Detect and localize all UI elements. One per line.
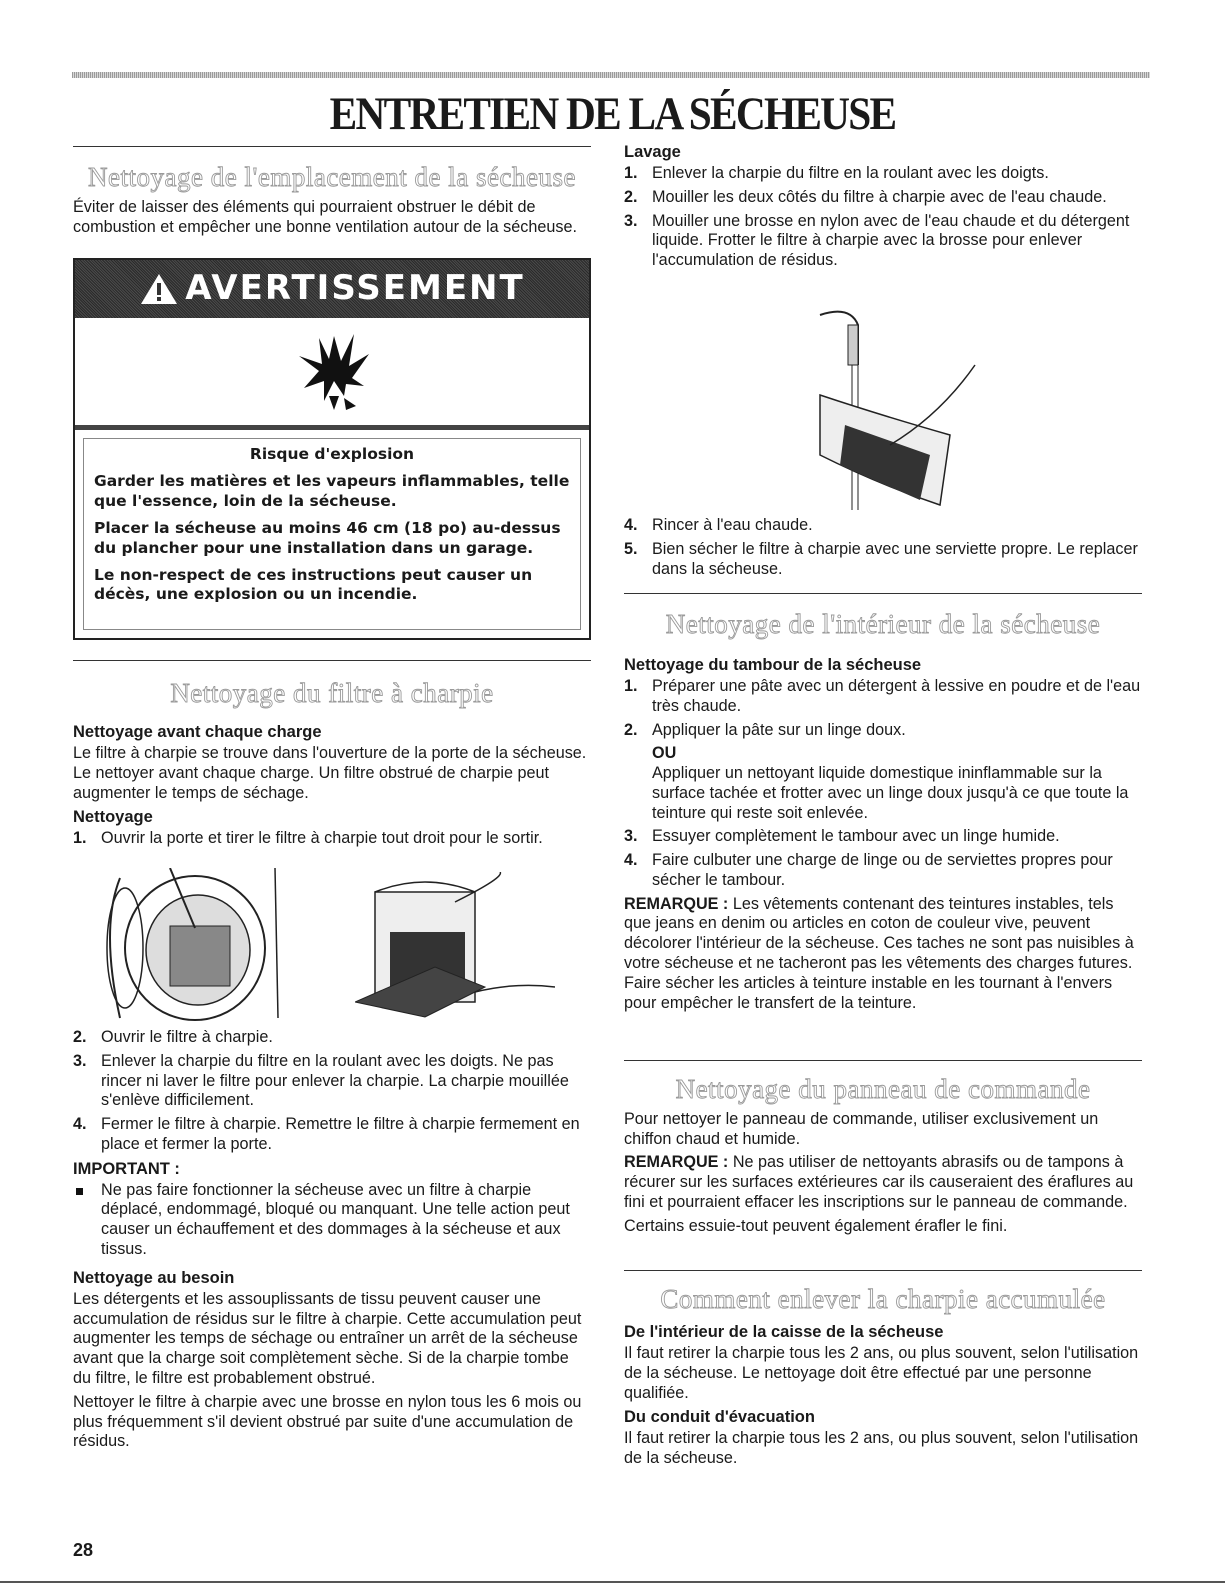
paragraph: Les détergents et les assouplissants de tissu peuvent causer une accumulation de résidus sur le filtre à charpie. Cette accumulation peut augmenter les temps de séchage ou entraîner un arrêt de la sécheuse avant que la charge soit complètement sèche. Si de la charpie tombe du filtre, le filtre est probablement obstrué.: [73, 1289, 582, 1387]
section-rule: [624, 1270, 1142, 1271]
subheading: IMPORTANT :: [73, 1159, 180, 1178]
warning-text: Placer la sécheuse au moins 46 cm (18 po) au-dessus du plancher pour une installation dans un garage.: [94, 519, 561, 557]
paragraph: Éviter de laisser des éléments qui pourraient obstruer le débit de combustion et empêcher une bonne ventilation autour de la sécheuse.: [73, 197, 577, 236]
list-item: 4. Rincer à l'eau chaude.: [624, 516, 813, 534]
page-title: ENTRETIEN DE LA SÉCHEUSE: [329, 88, 896, 140]
section-emplacement: [73, 146, 591, 241]
list-item: 3. Mouiller une brosse en nylon avec de l'eau chaude et du détergent liquide. Frotter le filtre à charpie avec la brosse pour enlever l'accumulation de résidus.: [624, 211, 1130, 270]
or-label: OU: [652, 744, 677, 763]
list-item: 4. Faire culbuter une charge de linge ou de serviettes propres pour sécher le tambour.: [624, 851, 1113, 889]
bullet-item: Ne pas faire fonctionner la sécheuse avec un filtre à charpie déplacé, endommagé, bloqué ou manquant. Une telle action peut causer un échauffement et des dommages à la sécheuse et aux tissus.: [73, 1181, 591, 1260]
section-filtre: [73, 660, 591, 853]
section-rule: [624, 593, 1142, 594]
section-filtre-continued: [73, 1028, 591, 1456]
warning-icon-area: [75, 318, 589, 430]
list-item: 1. Préparer une pâte avec un détergent à lessive en poudre et de l'eau très chaude.: [624, 677, 1141, 715]
warning-header-label: AVERTISSEMENT: [185, 268, 525, 309]
paragraph: Certains essuie-tout peuvent également érafler le fini.: [624, 1216, 1008, 1235]
section-title: Comment enlever la charpie accumulée: [660, 1284, 1106, 1314]
paragraph: Le filtre à charpie se trouve dans l'ouverture de la porte de la sécheuse. Le nettoyer avant chaque charge. Un filtre obstrué de charpie peut augmenter le temps de séchage.: [73, 744, 587, 802]
warning-triangle-icon: [139, 272, 179, 306]
list-item: 1. Enlever la charpie du filtre en la roulant avec les doigts.: [624, 164, 1049, 183]
rinsing-filter-illustration: [800, 305, 985, 515]
section-title: Nettoyage du filtre à charpie: [170, 678, 494, 708]
bottom-rule: [0, 1581, 1225, 1583]
list-item: 5. Bien sécher le filtre à charpie avec une serviette propre. Le replacer dans la sécheuse.: [624, 539, 1138, 578]
list-item: 4. Fermer le filtre à charpie. Remettre le filtre à charpie fermement en place et fermer la porte.: [73, 1115, 580, 1153]
list-item: 1. Ouvrir la porte et tirer le filtre à charpie tout droit pour le sortir.: [73, 829, 543, 848]
dryer-door-illustration: [100, 868, 290, 1028]
warning-body: [83, 438, 581, 630]
subheading: De l'intérieur de la caisse de la sécheuse: [624, 1322, 944, 1341]
list-item: 2. Mouiller les deux côtés du filtre à charpie avec de l'eau chaude.: [624, 187, 1107, 206]
subheading: Nettoyage: [73, 808, 153, 827]
list-item: 3. Essuyer complètement le tambour avec un linge humide.: [624, 827, 1060, 846]
subheading: Nettoyage avant chaque charge: [73, 722, 322, 741]
subheading: Nettoyage au besoin: [73, 1268, 235, 1287]
list-item: 3. Enlever la charpie du filtre en la roulant avec les doigts. Ne pas rincer ni laver le filtre pour enlever la charpie. La charpie mouillée s'enlève difficilement.: [73, 1051, 569, 1110]
list-item: 2. Ouvrir le filtre à charpie.: [73, 1028, 273, 1046]
remark: REMARQUE : Les vêtements contenant des teintures instables, tels que jeans en denim ou articles en coton de couleur vive, peuvent décolorer l'intérieur de la sécheuse. Ces taches ne sont pas nuisibles à votre sécheuse et ne tacheront pas les vêtements des charges futures. Faire sécher les articles à teinture instable en les tournant à l'envers pour empêcher le transfert de la teinture.: [624, 894, 1134, 1012]
section-panneau: [624, 1060, 1142, 1241]
section-interieur: [624, 593, 1142, 1017]
section-rule: [624, 1060, 1142, 1061]
paragraph: Il faut retirer la charpie tous les 2 ans, ou plus souvent, selon l'utilisation de la sécheuse.: [624, 1429, 1139, 1468]
top-decorative-rule: [72, 72, 1150, 78]
section-lavage-continued: [624, 516, 1142, 583]
list-item: 2. Appliquer la pâte sur un linge doux. OU Appliquer un nettoyant liquide domestique ininflammable sur la surface tachée et frotter avec un linge doux jusqu'à ce que toute la teinture qui reste soit enlevée.: [624, 721, 1142, 824]
subheading: Du conduit d'évacuation: [624, 1408, 815, 1427]
section-rule: [73, 146, 591, 147]
paragraph: Nettoyer le filtre à charpie avec une brosse en nylon tous les 6 mois ou plus fréquemment s'il devient obstrué par suite d'une accumulation de résidus.: [73, 1392, 582, 1451]
section-lavage: [624, 142, 1142, 275]
warning-box: [73, 258, 591, 640]
warning-text: Le non-respect de ces instructions peut causer un décès, une explosion ou un incendie.: [94, 565, 533, 604]
section-title: Nettoyage de l'emplacement de la sécheuse: [88, 162, 576, 192]
subheading: Nettoyage du tambour de la sécheuse: [624, 655, 922, 674]
warning-risk: Risque d'explosion: [249, 445, 415, 463]
lint-filter-illustration: [355, 872, 555, 1022]
warning-text: Garder les matières et les vapeurs inflammables, telle que l'essence, loin de la sécheuse.: [94, 472, 570, 510]
subheading: Lavage: [624, 143, 681, 161]
paragraph: Il faut retirer la charpie tous les 2 ans, ou plus souvent, selon l'utilisation de la sécheuse. Le nettoyage doit être effectué par une personne qualifiée.: [624, 1344, 1139, 1402]
section-title: Nettoyage du panneau de commande: [675, 1074, 1091, 1104]
section-charpie-accumulee: [624, 1270, 1142, 1473]
warning-header: [75, 260, 589, 318]
page-number: 28: [73, 1540, 94, 1560]
list-item-alt: Appliquer un nettoyant liquide domestique ininflammable sur la surface tachée et frotter avec un linge doux jusqu'à ce que toute la teinture qui reste soit enlevée.: [652, 764, 1129, 822]
explosion-icon: [294, 326, 374, 416]
remark: REMARQUE : Ne pas utiliser de nettoyants abrasifs ou de tampons à récurer sur les surfaces extérieures car ils causeraient des éraflures au fini et pourraient effacer les inscriptions sur le panneau de commande.: [624, 1153, 1134, 1211]
section-rule: [73, 660, 591, 661]
paragraph: Pour nettoyer le panneau de commande, utiliser exclusivement un chiffon chaud et humide.: [624, 1109, 1099, 1148]
section-title: Nettoyage de l'intérieur de la sécheuse: [665, 609, 1101, 639]
